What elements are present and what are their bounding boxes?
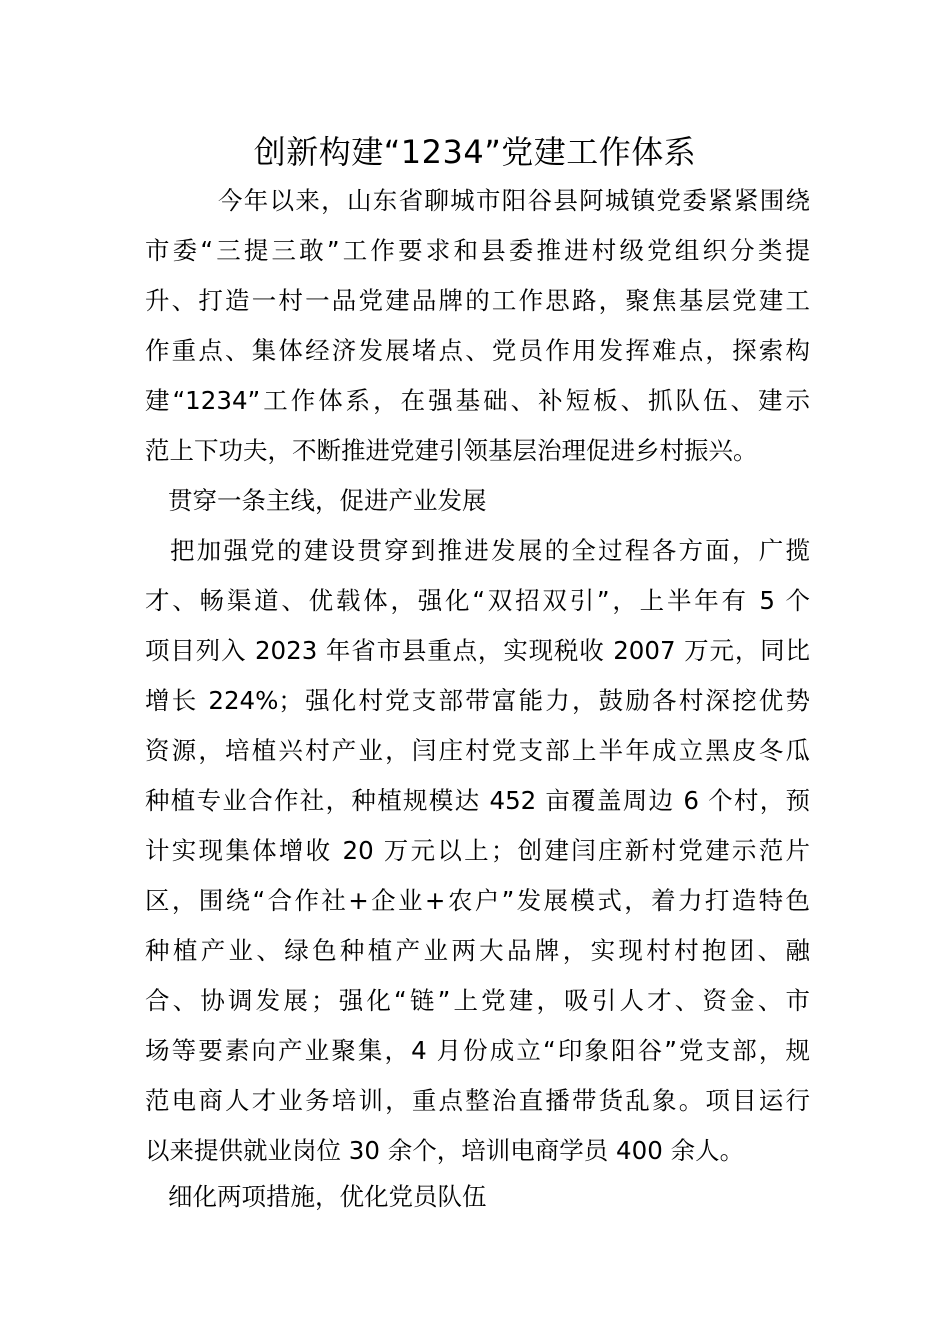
section1-line: 计实现集体增收 20 万元以上；创建闫庄新村党建示范片 bbox=[145, 836, 810, 865]
section1-line: 把加强党的建设贯穿到推进发展的全过程各方面，广揽 bbox=[170, 536, 810, 565]
intro-line: 升、打造一村一品党建品牌的工作思路，聚焦基层党建工 bbox=[145, 286, 810, 315]
section1-line: 场等要素向产业聚集，4 月份成立“印象阳谷”党支部，规 bbox=[145, 1036, 810, 1065]
section1-line: 才、畅渠道、优载体，强化“双招双引”，上半年有 5 个 bbox=[145, 586, 810, 615]
section1-line: 项目列入 2023 年省市县重点，实现税收 2007 万元，同比 bbox=[145, 636, 810, 665]
section2-heading: 细化两项措施，优化党员队伍 bbox=[168, 1182, 487, 1211]
section1-line: 以来提供就业岗位 30 余个，培训电商学员 400 余人。 bbox=[145, 1136, 745, 1165]
section1-line: 范电商人才业务培训，重点整治直播带货乱象。项目运行 bbox=[145, 1086, 810, 1115]
section1-line: 种植专业合作社，种植规模达 452 亩覆盖周边 6 个村，预 bbox=[145, 786, 810, 815]
section1-line: 区，围绕“合作社+企业+农户”发展模式，着力打造特色 bbox=[145, 886, 810, 915]
intro-line: 作重点、集体经济发展堵点、党员作用发挥难点，探索构 bbox=[145, 336, 810, 365]
section1-line: 种植产业、绿色种植产业两大品牌，实现村村抱团、融 bbox=[145, 936, 810, 965]
section1-line: 增长 224%；强化村党支部带富能力，鼓励各村深挖优势 bbox=[145, 686, 810, 715]
section1-line: 合、协调发展；强化“链”上党建，吸引人才、资金、市 bbox=[145, 986, 810, 1015]
section1-heading: 贯穿一条主线，促进产业发展 bbox=[168, 486, 487, 515]
intro-line: 建“1234”工作体系，在强基础、补短板、抓队伍、建示 bbox=[145, 386, 810, 415]
intro-line: 范上下功夫，不断推进党建引领基层治理促进乡村振兴。 bbox=[145, 436, 758, 465]
section1-line: 资源，培植兴村产业，闫庄村党支部上半年成立黑皮冬瓜 bbox=[145, 736, 810, 765]
document-title: 创新构建“1234”党建工作体系 bbox=[253, 133, 697, 171]
intro-line: 市委“三提三敢”工作要求和县委推进村级党组织分类提 bbox=[145, 236, 810, 265]
intro-line: 今年以来，山东省聊城市阳谷县阿城镇党委紧紧围绕 bbox=[218, 186, 810, 215]
